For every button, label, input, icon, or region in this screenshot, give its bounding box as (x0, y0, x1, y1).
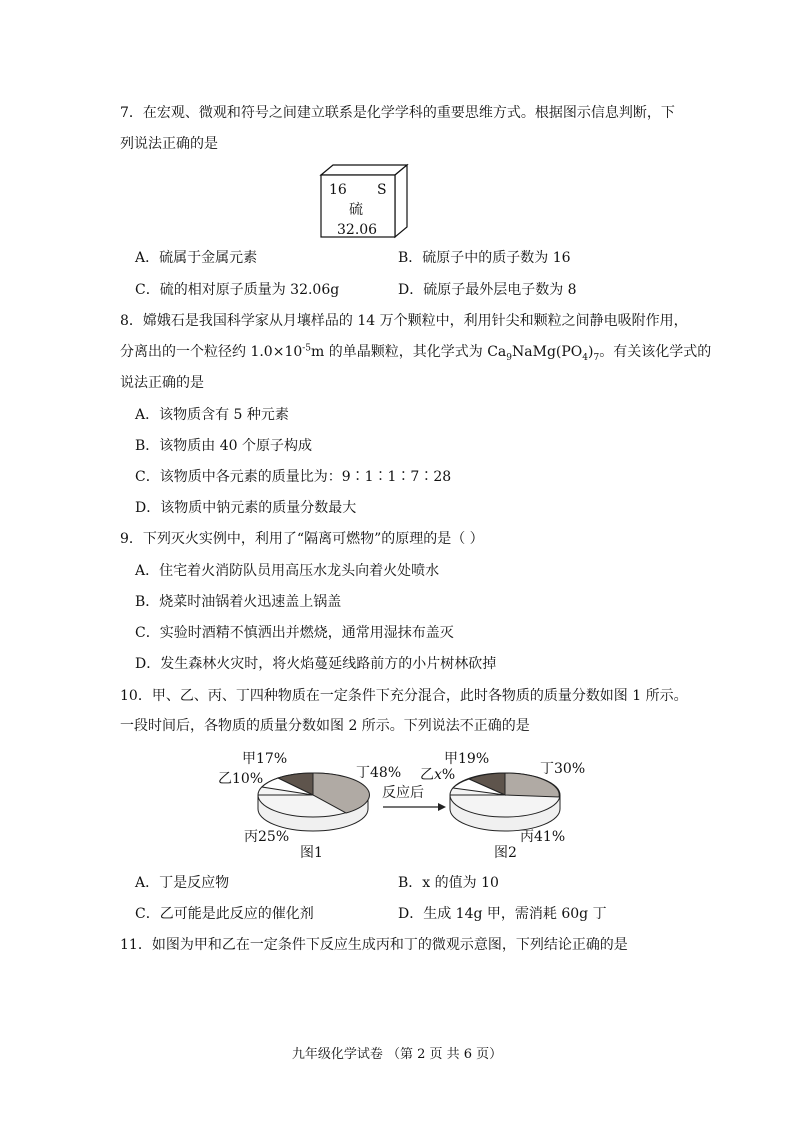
fig2-label-ding: 丁30% (540, 761, 586, 777)
fig1-label-yi: 乙10% (218, 771, 264, 787)
q8-line1: 8．嫦娥石是我国科学家从月壤样品的 14 万个颗粒中，利用针尖和颗粒之间静电吸附作用， (120, 313, 688, 329)
q7-line2: 列说法正确的是 (120, 136, 218, 152)
q7-option-b: B．硫原子中的质子数为 16 (398, 250, 571, 266)
q10-option-d: D．生成 14g 甲，需消耗 60g 丁 (398, 906, 607, 922)
q7-line1: 7．在宏观、微观和符号之间建立联系是化学学科的重要思维方式。根据图示信息判断，下 (120, 105, 675, 121)
q10-line2: 一段时间后，各物质的质量分数如图 2 所示。下列说法不正确的是 (120, 718, 530, 734)
q7-option-c: C．硫的相对原子质量为 32.06g (135, 282, 340, 298)
q8-option-d: D．该物质中钠元素的质量分数最大 (135, 500, 357, 516)
sulfur-element-tile (315, 163, 412, 243)
page-footer: 九年级化学试卷 （第 2 页 共 6 页） (291, 1047, 503, 1062)
fig1-label-jia: 甲17% (242, 751, 288, 767)
fig1-caption: 图1 (300, 845, 323, 861)
q7-option-a: A．硫属于金属元素 (135, 250, 258, 266)
q7-option-d: D．硫原子最外层电子数为 8 (398, 282, 577, 298)
atomic-number: 16 (329, 182, 347, 198)
fig2-label-jia: 甲19% (444, 751, 490, 767)
q10-line1: 10．甲、乙、丙、丁四种物质在一定条件下充分混合，此时各物质的质量分数如图 1 所示。 (120, 688, 688, 704)
q8-option-c: C．该物质中各元素的质量比为：9∶1∶1∶7∶28 (135, 469, 452, 485)
fig2-label-yi: 乙x% (420, 767, 456, 783)
q9-line1: 9．下列灭火实例中，利用了“隔离可燃物”的原理的是（ ） (120, 531, 484, 547)
fig1-label-bing: 丙25% (244, 829, 290, 845)
q11-line1: 11．如图为甲和乙在一定条件下反应生成丙和丁的微观示意图，下列结论正确的是 (120, 937, 628, 953)
q10-option-b: B．x 的值为 10 (398, 875, 499, 891)
arrow-label: 反应后 (382, 785, 424, 801)
atomic-mass: 32.06 (337, 222, 378, 238)
element-symbol: S (377, 182, 387, 198)
pie-chart-1 (258, 773, 369, 831)
fig2-label-bing: 丙41% (520, 829, 566, 845)
fig2-caption: 图2 (494, 845, 517, 861)
q9-option-b: B．烧菜时油锅着火迅速盖上锅盖 (135, 594, 342, 610)
q9-option-a: A．住宅着火消防队员用高压水龙头向着火处喷水 (135, 563, 440, 579)
q9-option-c: C．实验时酒精不慎洒出并燃烧，通常用湿抹布盖灭 (135, 625, 454, 641)
pie-figure (210, 745, 610, 865)
q8-line2: 分离出的一个粒径约 $1.0\times 10^{-5}m$ 的单晶颗粒，其化学式为 $Ca_9NaMg(PO_4)_7$。有关该化学式的 (120, 343, 712, 363)
q8-line3: 说法正确的是 (120, 375, 204, 391)
q10-option-a: A．丁是反应物 (135, 875, 230, 891)
q8-option-a: A．该物质含有 5 种元素 (135, 407, 289, 423)
pie-chart-2 (450, 773, 560, 831)
q9-option-d: D．发生森林火灾时，将火焰蔓延线路前方的小片树林砍掉 (135, 656, 497, 672)
q8-option-b: B．该物质由 40 个原子构成 (135, 438, 313, 454)
element-name: 硫 (349, 202, 363, 218)
fig1-label-ding: 丁48% (356, 765, 402, 781)
q10-option-c: C．乙可能是此反应的催化剂 (135, 906, 314, 922)
